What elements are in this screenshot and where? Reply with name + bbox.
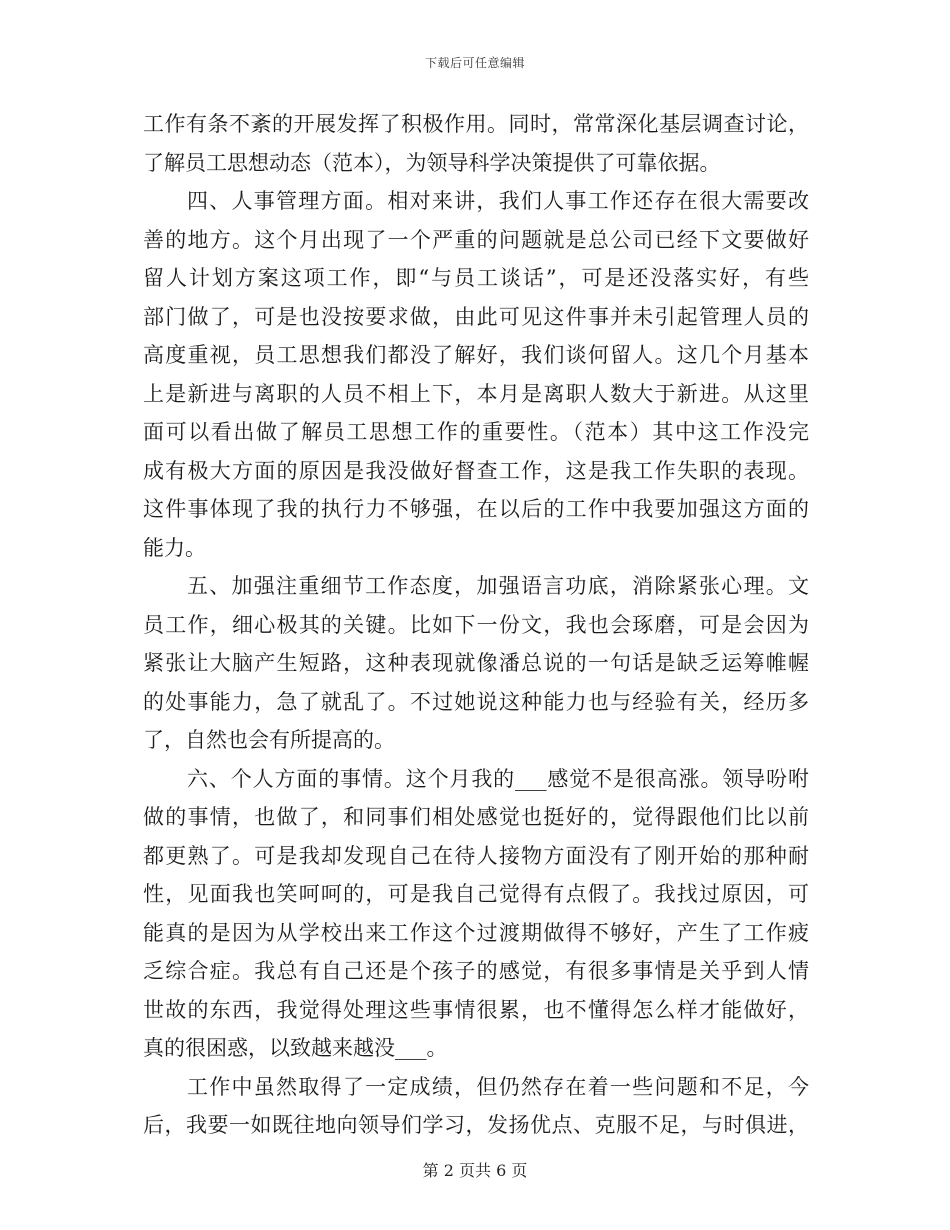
text-line: 员工作，细心极其的关键。比如下一份文，我也会琢磨，可是会因为 bbox=[143, 612, 809, 637]
text-line: 了解员工思想动态（范本），为领导科学决策提供了可靠依据。 bbox=[143, 150, 721, 175]
text-line: 世故的东西，我觉得处理这些事情很累，也不懂得怎么样才能做好， bbox=[143, 997, 809, 1022]
text-line: 的处事能力，急了就乱了。不过她说这种能力也与经验有关，经历多 bbox=[143, 689, 809, 714]
paragraph-start-line: 五、加强注重细节工作态度，加强语言功底，消除紧张心理。文 bbox=[187, 574, 809, 598]
text-line: 上是新进与离职的人员不相上下，本月是离职人数大于新进。从这里 bbox=[143, 381, 809, 406]
text-line: 性，见面我也笑呵呵的，可是我自己觉得有点假了。我找过原因，可 bbox=[143, 882, 809, 906]
text-line: 做的事情，也做了，和同事们相处感觉也挺好的，觉得跟他们比以前 bbox=[143, 805, 809, 829]
text-line: 都更熟了。可是我却发现自己在待人接物方面没有了刚开始的那种耐 bbox=[143, 843, 809, 868]
text-line: 后，我要一如既往地向领导们学习，发扬优点、克服不足，与时俱进， bbox=[143, 1113, 809, 1137]
document-body bbox=[143, 105, 809, 1145]
page-header: 下载后可任意编辑 bbox=[424, 56, 525, 70]
text-line: 工作有条不紊的开展发挥了积极作用。同时，常常深化基层调查讨论， bbox=[143, 112, 809, 136]
text-line: 成有极大方面的原因是我没做好督查工作，这是我工作失职的表现。 bbox=[143, 458, 809, 483]
text-line: 紧张让大脑产生短路，这种表现就像潘总说的一句话是缺乏运筹帷幄 bbox=[143, 651, 809, 675]
text-line: 面可以看出做了解员工思想工作的重要性。（范本）其中这工作没完 bbox=[143, 420, 809, 444]
paragraph-start-line: 四、人事管理方面。相对来讲，我们人事工作还存在很大需要改 bbox=[187, 189, 809, 213]
text-line: 能真的是因为从学校出来工作这个过渡期做得不够好，产生了工作疲 bbox=[143, 920, 809, 945]
page-number: 第 2 页共 6 页 bbox=[422, 1161, 528, 1180]
text-line: 善的地方。这个月出现了一个严重的问题就是总公司已经下文要做好 bbox=[143, 227, 809, 252]
text-line: 了，自然也会有所提高的。 bbox=[143, 728, 395, 752]
text-line: 能力。 bbox=[143, 535, 206, 560]
text-line: 留人计划方案这项工作，即“与员工谈话”，可是还没落实好，有些 bbox=[143, 266, 809, 290]
text-line: 真的很困惑，以致越来越没___。 bbox=[143, 1036, 448, 1060]
text-line: 乏综合症。我总有自己还是个孩子的感觉，有很多事情是关乎到人情 bbox=[143, 959, 809, 983]
text-line: 高度重视，员工思想我们都没了解好，我们谈何留人。这几个月基本 bbox=[143, 343, 809, 367]
text-line: 部门做了，可是也没按要求做，由此可见这件事并未引起管理人员的 bbox=[143, 304, 809, 329]
paragraph-start-line: 工作中虽然取得了一定成绩，但仍然存在着一些问题和不足，今 bbox=[187, 1074, 809, 1099]
paragraph-start-line: 六、个人方面的事情。这个月我的___感觉不是很高涨。领导吩咐 bbox=[187, 766, 809, 791]
text-line: 这件事体现了我的执行力不够强，在以后的工作中我要加强这方面的 bbox=[143, 497, 809, 521]
